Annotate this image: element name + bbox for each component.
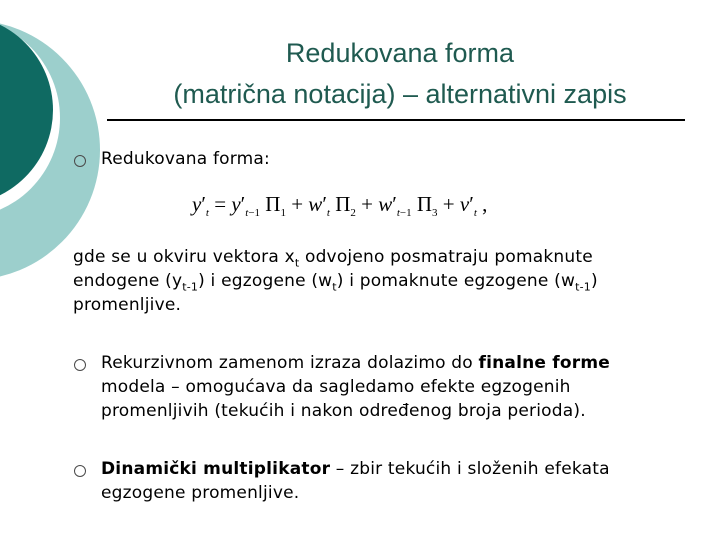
reduced-form-formula: $y'_t = y'_{t-1}$ $\Pi_1 + w'_t$ $\Pi_2 + w'_{t-1}$ $\Pi_3 + v'_t$ , [192,192,488,220]
paragraph-line-1: gde se u okviru vektora $x_t$ odvojeno posmatraju pomaknute [73,247,593,270]
title-line-2: (matrična notacija) – alternativni zapis [173,79,627,109]
paragraph-line-3: promenljive. [73,295,182,315]
bullet-icon [74,359,86,371]
paragraph-line-2: endogene $(y_{t-1})$ i egzogene $(w_t)$ i pomaknute egzogene $(w_{t-1})$ [73,271,598,294]
title-divider [107,119,685,121]
bullet-2-line-3: promenljivih (tekućih i nakon određenog broja perioda). [101,401,586,421]
bullet-2-line-2: modela – omogućava da sagledamo efekte egzogenih [101,377,571,397]
bullet-1-text: Redukovana forma: [101,149,270,169]
bullet-2-line-1: Rekurzivnom zamenom izraza dolazimo do finalne forme [101,353,610,373]
bullet-3-line-1: Dinamički multiplikator – zbir tekućih i složenih efekata [101,459,610,479]
bullet-icon [74,155,86,167]
bullet-icon [74,465,86,477]
title-line-1: Redukovana forma [285,38,515,68]
bullet-3-line-2: egzogene promenljive. [101,483,300,503]
